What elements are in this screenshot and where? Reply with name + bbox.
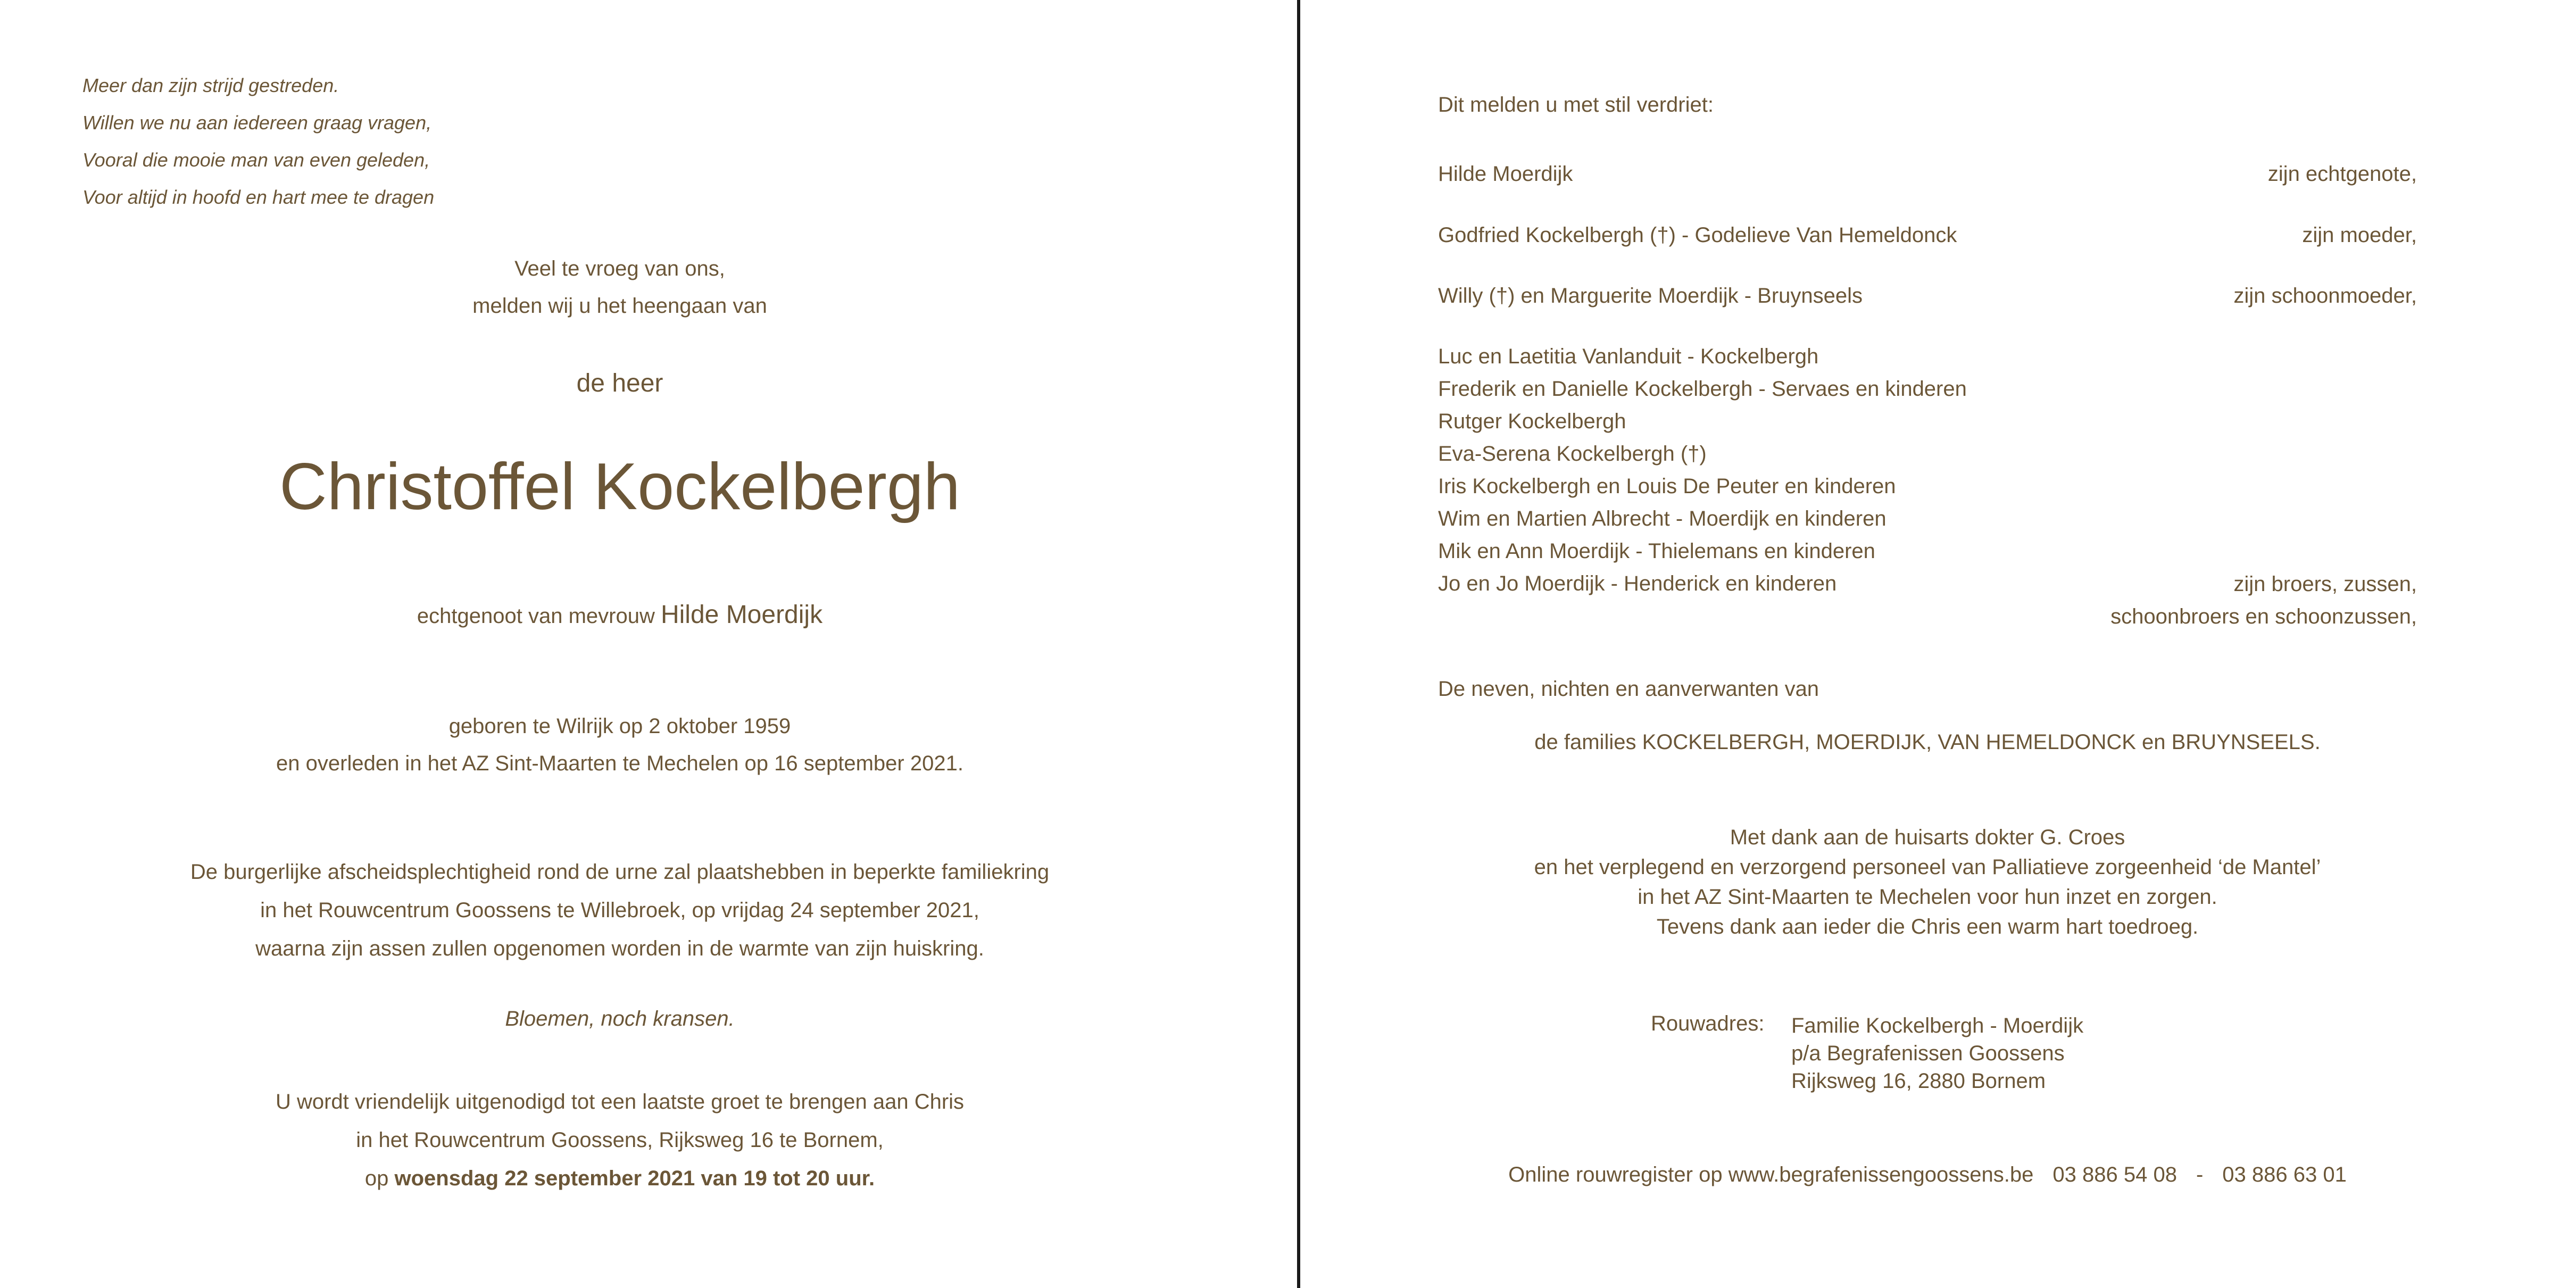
address-label: Rouwadres: (1651, 1012, 1765, 1035)
right-page (1302, 0, 2576, 1288)
phone-separator: - (2196, 1163, 2204, 1186)
invite-line: in het Rouwcentrum Goossens, Rijksweg 16 te Bornem, (356, 1128, 884, 1152)
flowers-note: Bloemen, noch kransen. (505, 1007, 735, 1031)
spouse-prefix: echtgenoot van mevrouw (417, 604, 655, 628)
sibling-item: Iris Kockelbergh en Louis De Peuter en kinderen (1438, 475, 1896, 498)
ceremony-line: De burgerlijke afscheidsplechtigheid rond de urne zal plaatshebben in beperkte familiekring (190, 860, 1050, 884)
intro-line: melden wij u het heengaan van (472, 294, 767, 318)
extended-family: De neven, nichten en aanverwanten van (1438, 677, 1819, 701)
sibling-item: Mik en Ann Moerdijk - Thielemans en kinderen (1438, 539, 1875, 563)
sibling-item: Rutger Kockelbergh (1438, 410, 1626, 433)
sibling-item: Wim en Martien Albrecht - Moerdijk en kinderen (1438, 507, 1887, 530)
thanks-block (1438, 822, 2417, 942)
mourning-address (1791, 1012, 2083, 1095)
sibling-item: Luc en Laetitia Vanlanduit - Kockelbergh (1438, 345, 1819, 368)
death-line: en overleden in het AZ Sint-Maarten te Mechelen op 16 september 2021. (276, 752, 963, 775)
ceremony-line: in het Rouwcentrum Goossens te Willebroek, op vrijdag 24 september 2021, (260, 899, 979, 922)
online-register (1438, 1163, 2417, 1187)
phone-2: 03 886 63 01 (2222, 1163, 2347, 1186)
invite-line (0, 1159, 1240, 1198)
spouse-name: Hilde Moerdijk (660, 601, 823, 629)
ceremony-line: waarna zijn assen zullen opgenomen worden in de warmte van zijn huiskring. (255, 937, 984, 960)
invite-line: U wordt vriendelijk uitgenodigd tot een laatste groet te brengen aan Chris (275, 1090, 965, 1114)
poem (82, 67, 434, 216)
relative-name: Willy (†) en Marguerite Moerdijk - Bruynseels (1438, 284, 1863, 308)
relative-relation: zijn schoonmoeder, (2233, 284, 2417, 308)
mourners-intro: Dit melden u met stil verdriet: (1438, 93, 1714, 117)
families-line: de families KOCKELBERGH, MOERDIJK, VAN HEMELDONCK en BRUYNSEELS. (1534, 730, 2321, 754)
relation-line: zijn broers, zussen, (2233, 572, 2417, 596)
deceased-name: Christoffel Kockelbergh (279, 450, 960, 523)
poem-line: Vooral die mooie man van even geleden, (82, 149, 430, 171)
intro-line: Veel te vroeg van ons, (514, 257, 725, 280)
siblings-list (1438, 340, 1967, 600)
relation-line: schoonbroers en schoonzussen, (2110, 605, 2417, 628)
thanks-line: Met dank aan de huisarts dokter G. Croes (1730, 826, 2125, 849)
relative-relation: zijn moeder, (2302, 223, 2417, 247)
announcement-intro (0, 250, 1240, 325)
address-line: Rijksweg 16, 2880 Bornem (1791, 1069, 2046, 1093)
life-dates (0, 708, 1240, 782)
siblings-relation (1438, 568, 2417, 633)
online-register-label: Online rouwregister op www.begrafenissengoossens.be (1508, 1163, 2034, 1186)
sibling-item: Eva-Serena Kockelbergh (†) (1438, 442, 1707, 466)
sibling-item: Jo en Jo Moerdijk - Henderick en kinderen (1438, 572, 1837, 595)
phone-1: 03 886 54 08 (2053, 1163, 2177, 1186)
thanks-line: en het verplegend en verzorgend personeel van Palliatieve zorgeenheid ‘de Mantel’ (1534, 855, 2321, 879)
birth-line: geboren te Wilrijk op 2 oktober 1959 (448, 714, 791, 738)
poem-line: Willen we nu aan iedereen graag vragen, (82, 112, 432, 134)
thanks-line: in het AZ Sint-Maarten te Mechelen voor hun inzet en zorgen. (1638, 885, 2217, 909)
visitation-time: woensdag 22 september 2021 van 19 tot 20 uur. (394, 1167, 875, 1190)
thanks-line: Tevens dank aan ieder die Chris een warm hart toedroeg. (1656, 915, 2199, 938)
invitation (0, 1083, 1240, 1198)
invite-prefix: op (364, 1167, 389, 1190)
relative-name: Godfried Kockelbergh (†) - Godelieve Van Hemeldonck (1438, 223, 1957, 247)
address-line: Familie Kockelbergh - Moerdijk (1791, 1014, 2084, 1037)
spouse-line (0, 600, 1240, 629)
honorific: de heer (576, 369, 663, 397)
ceremony-info (0, 853, 1240, 968)
address-line: p/a Begrafenissen Goossens (1791, 1042, 2065, 1065)
relative-name: Hilde Moerdijk (1438, 162, 1573, 186)
relative-relation: zijn echtgenote, (2267, 162, 2417, 186)
poem-line: Meer dan zijn strijd gestreden. (82, 74, 339, 96)
sibling-item: Frederik en Danielle Kockelbergh - Servaes en kinderen (1438, 377, 1967, 401)
page-divider (1297, 0, 1300, 1288)
poem-line: Voor altijd in hoofd en hart mee te dragen (82, 186, 435, 208)
